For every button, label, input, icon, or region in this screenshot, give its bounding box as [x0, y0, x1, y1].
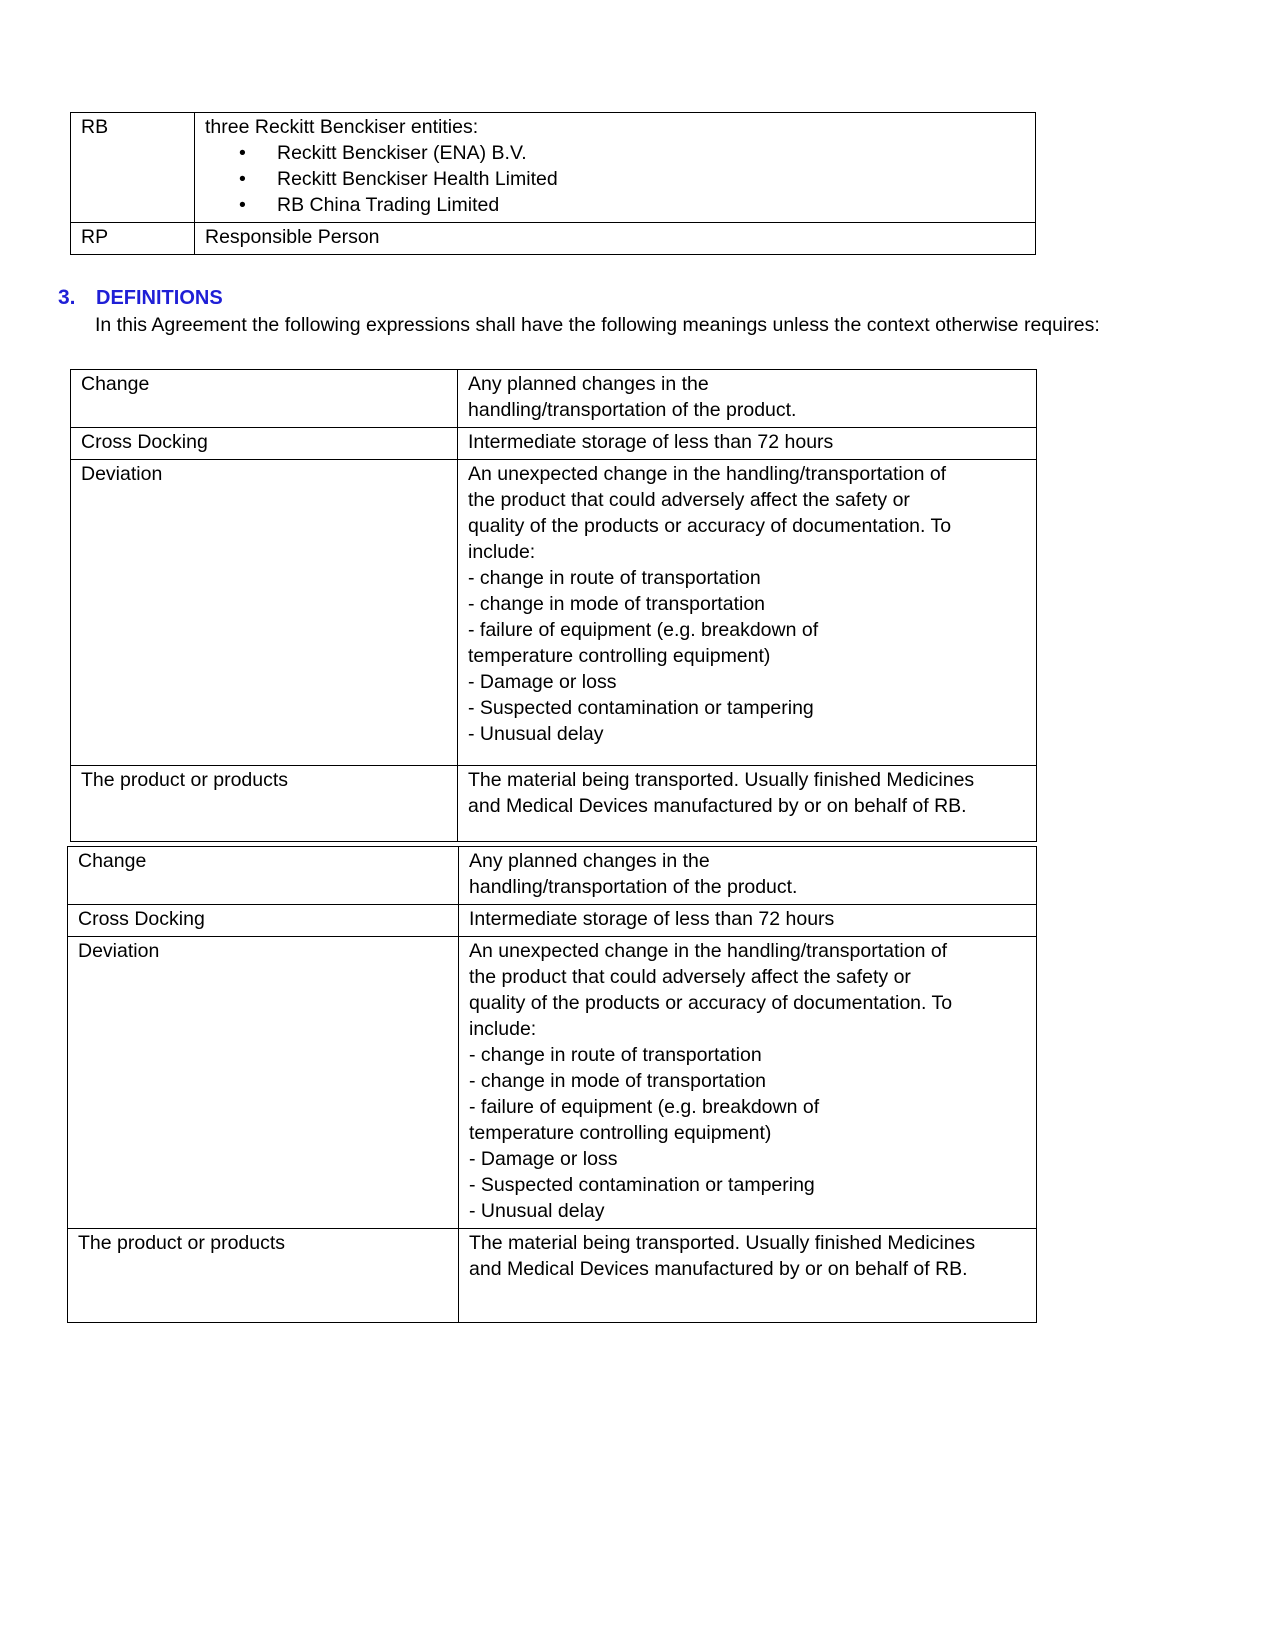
definition-text: [459, 937, 1037, 1229]
definition-line: - Unusual delay: [469, 1200, 605, 1222]
definition-line: and Medical Devices manufactured by or on behalf of RB.: [468, 795, 967, 817]
definition-line: - Suspected contamination or tampering: [468, 697, 814, 719]
definition-row-product: [71, 766, 1037, 842]
definition-line: An unexpected change in the handling/transportation of: [468, 463, 947, 485]
definition-term: Deviation: [68, 937, 459, 1229]
definition-row-change: [71, 370, 1037, 428]
definition-term: Change: [68, 847, 459, 905]
definition-line: include:: [469, 1018, 537, 1040]
definition-line: quality of the products or accuracy of documentation. To: [468, 515, 952, 537]
entity-item: • Reckitt Benckiser (ENA) B.V.: [277, 140, 1025, 166]
definition-term: Deviation: [71, 460, 458, 766]
definition-term: Cross Docking: [68, 905, 459, 937]
entity-item: • RB China Trading Limited: [277, 192, 1025, 218]
definition-line: - Damage or loss: [469, 1148, 618, 1170]
section-heading: [58, 286, 223, 310]
definition-term: Cross Docking: [71, 428, 458, 460]
section-intro: In this Agreement the following expressions shall have the following meanings unless the context otherwise requires:: [95, 314, 1100, 336]
definition-line: include:: [468, 541, 536, 563]
definition-row-deviation: [68, 937, 1037, 1229]
abbreviations-table: [70, 112, 1036, 255]
definitions-table-duplicate: [67, 846, 1037, 1323]
entity-list: [205, 140, 1025, 218]
definition-text: [459, 1229, 1037, 1323]
definition-line: - failure of equipment (e.g. breakdown of: [468, 619, 819, 641]
definition-line: quality of the products or accuracy of documentation. To: [469, 992, 953, 1014]
definition-text: [458, 766, 1037, 842]
definition-row-cross-docking: [71, 428, 1037, 460]
definition-row-change: [68, 847, 1037, 905]
definition-row-product: [68, 1229, 1037, 1323]
section-number: 3.: [58, 286, 76, 309]
definition-text: [458, 460, 1037, 766]
definition-text: Intermediate storage of less than 72 hours: [459, 905, 1037, 937]
entity-item: • Reckitt Benckiser Health Limited: [277, 166, 1025, 192]
definition-line: temperature controlling equipment): [469, 1122, 772, 1144]
definition-line: - Damage or loss: [468, 671, 617, 693]
definition-line: - change in route of transportation: [468, 567, 761, 589]
definition-line: temperature controlling equipment): [468, 645, 771, 667]
abbreviation-term: RB: [71, 113, 195, 223]
abbreviation-row: [71, 223, 1036, 255]
definition-term: Change: [71, 370, 458, 428]
abbreviation-definition: Responsible Person: [195, 223, 1036, 255]
abbreviation-term: RP: [71, 223, 195, 255]
definition-text: Intermediate storage of less than 72 hours: [458, 428, 1037, 460]
definition-line: Any planned changes in the: [468, 373, 709, 395]
abbreviation-definition: [195, 113, 1036, 223]
definition-line: the product that could adversely affect the safety or: [468, 489, 910, 511]
definition-line: An unexpected change in the handling/transportation of: [469, 940, 948, 962]
definition-line: - Unusual delay: [468, 723, 604, 745]
definition-text: [459, 847, 1037, 905]
definition-line: handling/transportation of the product.: [468, 399, 797, 421]
definition-line: - change in mode of transportation: [469, 1070, 767, 1092]
definition-line: - change in route of transportation: [469, 1044, 762, 1066]
definition-row-deviation: [71, 460, 1037, 766]
definition-line: the product that could adversely affect the safety or: [469, 966, 911, 988]
definition-row-cross-docking: [68, 905, 1037, 937]
definition-term: The product or products: [71, 766, 458, 842]
abbreviation-intro: three Reckitt Benckiser entities:: [205, 116, 479, 138]
definition-line: - failure of equipment (e.g. breakdown of: [469, 1096, 820, 1118]
section-title: DEFINITIONS: [96, 287, 223, 309]
definition-term: The product or products: [68, 1229, 459, 1323]
definitions-table: [70, 369, 1037, 842]
definition-line: - Suspected contamination or tampering: [469, 1174, 815, 1196]
definition-line: Any planned changes in the: [469, 850, 710, 872]
definition-line: The material being transported. Usually finished Medicines: [468, 769, 975, 791]
definition-line: handling/transportation of the product.: [469, 876, 798, 898]
abbreviation-row: [71, 113, 1036, 223]
definition-line: The material being transported. Usually finished Medicines: [469, 1232, 976, 1254]
definition-line: - change in mode of transportation: [468, 593, 766, 615]
definition-text: [458, 370, 1037, 428]
definition-line: and Medical Devices manufactured by or on behalf of RB.: [469, 1258, 968, 1280]
